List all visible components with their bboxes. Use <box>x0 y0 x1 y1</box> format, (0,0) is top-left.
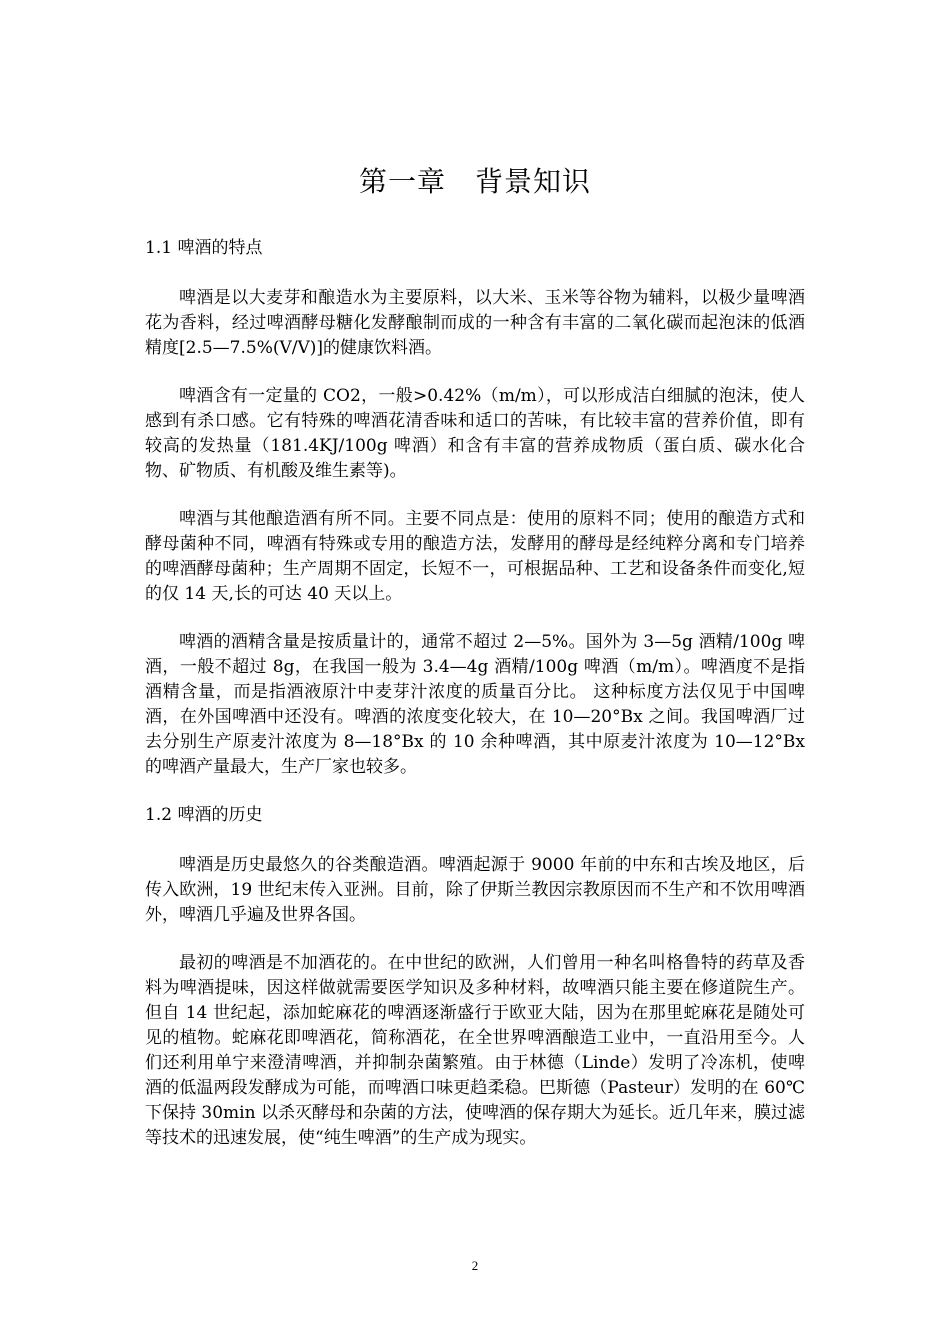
paragraph: 最初的啤酒是不加酒花的。在中世纪的欧洲，人们曾用一种名叫格鲁特的药草及香料为啤酒提味，因这样做就需要医学知识及多种材料，故啤酒只能主要在修道院生产。但自 14 世纪起，添加蛇麻花的啤酒逐渐盛行于欧亚大陆，因为在那里蛇麻花是随处可见的植物。蛇麻花即啤酒花，简称酒花，在全世界啤酒酿造工业中，一直沿用至今。人们还利用单宁来澄清啤酒，并抑制杂菌繁殖。由于林德（Linde）发明了冷冻机，使啤酒的低温两段发酵成为可能，而啤酒口味更趋柔稳。巴斯德（Pasteur）发明的在 60℃下保持 30min 以杀灭酵母和杂菌的方法，使啤酒的保存期大为延长。近几年来，膜过滤等技术的迅速发展，使“纯生啤酒”的生产成为现实。 <box>145 953 805 1148</box>
page-number: 2 <box>471 1258 479 1273</box>
paragraph: 啤酒是以大麦芽和酿造水为主要原料，以大米、玉米等谷物为辅料，以极少量啤酒花为香料，经过啤酒酵母糖化发酵酿制而成的一种含有丰富的二氧化碳而起泡沫的低酒精度[2.5—7.5%(V/V)]的健康饮料酒。 <box>145 288 805 358</box>
paragraph: 啤酒的酒精含量是按质量计的，通常不超过 2—5%。国外为 3—5g 酒精/100g 啤酒，一般不超过 8g，在我国一般为 3.4—4g 酒精/100g 啤酒（m/m）。啤酒度不是指酒精含量，而是指酒液原汁中麦芽汁浓度的质量百分比。 这种标度方法仅见于中国啤酒，在外国啤酒中还没有。啤酒的浓度变化较大，在 10—20°Bx 之间。我国啤酒厂过去分别生产原麦汁浓度为 8—18°Bx 的 10 余种啤酒，其中原麦汁浓度为 10—12°Bx 的啤酒产量最大，生产厂家也较多。 <box>145 632 805 777</box>
paragraph: 啤酒是历史最悠久的谷类酿造酒。啤酒起源于 9000 年前的中东和古埃及地区，后传入欧洲，19 世纪末传入亚洲。目前，除了伊斯兰教因宗教原因而不生产和不饮用啤酒外，啤酒几乎遍及世界各国。 <box>145 855 805 925</box>
paragraph: 啤酒与其他酿造酒有所不同。主要不同点是：使用的原料不同；使用的酿造方式和酵母菌种不同，啤酒有特殊或专用的酿造方法，发酵用的酵母是经纯粹分离和专门培养的啤酒酵母菌种；生产周期不固定，长短不一，可根据品种、工艺和设备条件而变化,短的仅 14 天,长的可达 40 天以上。 <box>145 509 805 604</box>
paragraph: 啤酒含有一定量的 CO2，一般>0.42%（m/m），可以形成洁白细腻的泡沫，使人感到有杀口感。它有特殊的啤酒花清香味和适口的苦味，有比较丰富的营养价值，即有较高的发热量（181.4KJ/100g 啤酒）和含有丰富的营养成物质（蛋白质、碳水化合物、矿物质、有机酸及维生素等)。 <box>145 386 805 481</box>
section-heading-1-2: 1.2 啤酒的历史 <box>145 805 263 825</box>
document-body <box>145 236 805 1174</box>
section-heading-1-1: 1.1 啤酒的特点 <box>145 238 263 258</box>
chapter-title: 第一章 背景知识 <box>358 165 591 198</box>
